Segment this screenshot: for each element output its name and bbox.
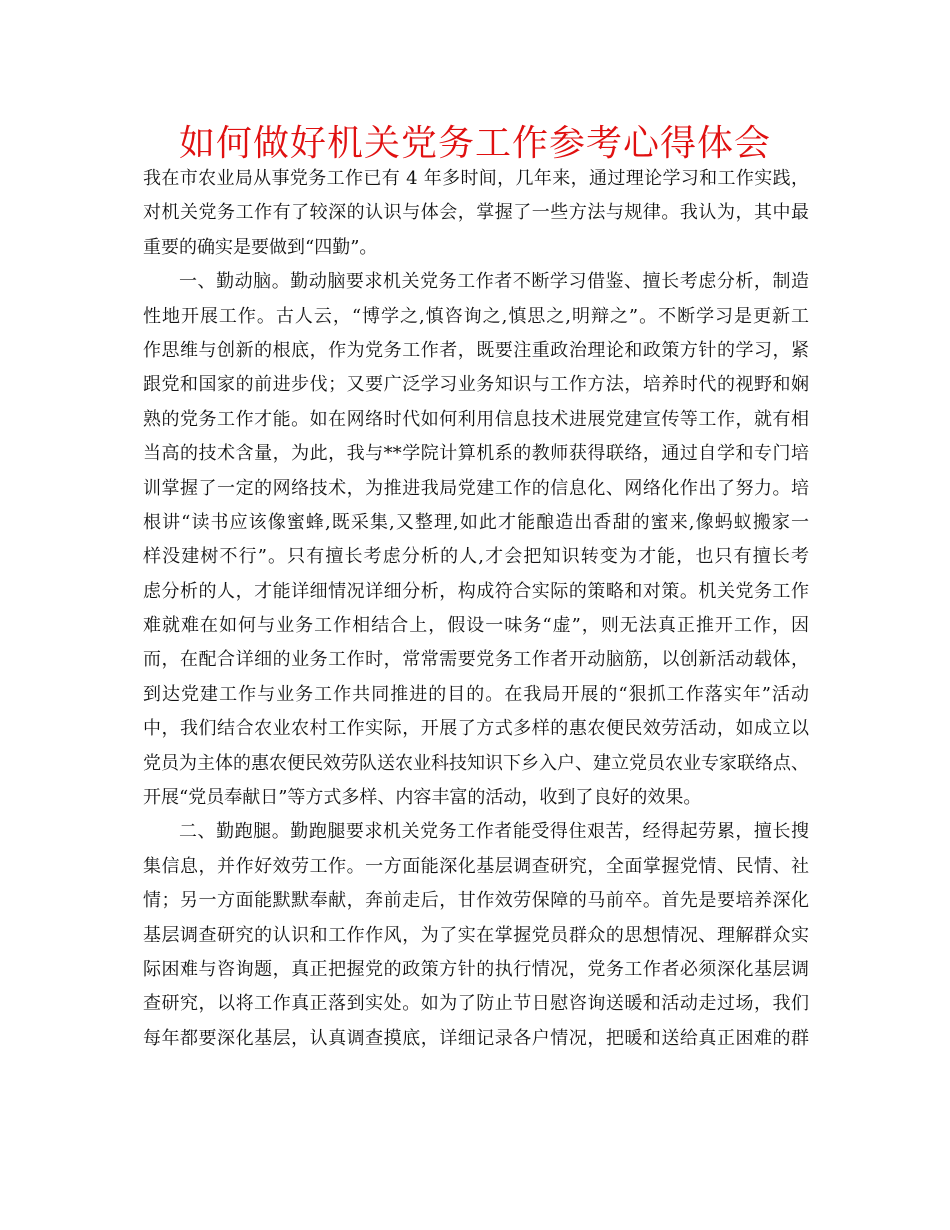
text-line: 虑分析的人，才能详细情况详细分析，构成符合实际的策略和对策。机关党务工作	[143, 580, 809, 602]
text-line: 到达党建工作与业务工作共同推进的目的。在我局开展的“狠抓工作落实年”活动	[143, 683, 809, 705]
text-line: 样没建树不行”。只有擅长考虑分析的人,才会把知识转变为才能，也只有擅长考	[143, 546, 809, 568]
text-line: 性地开展工作。古人云，“博学之,慎咨询之,慎思之,明辩之”。不断学习是更新工	[143, 305, 809, 327]
text-line: 每年都要深化基层，认真调查摸底，详细记录各户情况，把暖和送给真正困难的群	[143, 1027, 809, 1049]
text-line: 集信息，并作好效劳工作。一方面能深化基层调查研究，全面掌握党情、民情、社	[143, 855, 809, 877]
text-line: 训掌握了一定的网络技术，为推进我局党建工作的信息化、网络化作出了努力。培	[143, 477, 809, 499]
text-line: 一、勤动脑。勤动脑要求机关党务工作者不断学习借鉴、擅长考虑分析，制造	[179, 271, 809, 293]
document-title: 如何做好机关党务工作参考心得体会	[178, 123, 771, 164]
text-line: 而，在配合详细的业务工作时，常常需要党务工作者开动脑筋，以创新活动载体，	[143, 649, 809, 671]
text-line: 根讲“读书应该像蜜蜂,既采集,又整理,如此才能酿造出香甜的蜜来,像蚂蚁搬家一	[143, 511, 809, 533]
text-line: 中，我们结合农业农村工作实际，开展了方式多样的惠农便民效劳活动，如成立以	[143, 718, 809, 740]
text-line: 难就难在如何与业务工作相结合上，假设一味务“虚”，则无法真正推开工作，因	[143, 615, 809, 637]
text-line: 查研究，以将工作真正落到实处。如为了防止节日慰咨询送暖和活动走过场，我们	[143, 993, 809, 1015]
text-line: 熟的党务工作才能。如在网络时代如何利用信息技术进展党建宣传等工作，就有相	[143, 408, 809, 430]
text-line: 际困难与咨询题，真正把握党的政策方针的执行情况，党务工作者必须深化基层调	[143, 958, 809, 980]
text-line: 开展“党员奉献日”等方式多样、内容丰富的活动，收到了良好的效果。	[143, 787, 702, 809]
text-line: 重要的确实是要做到“四勤”。	[143, 236, 378, 258]
text-line: 二、勤跑腿。勤跑腿要求机关党务工作者能受得住艰苦，经得起劳累，擅长搜	[179, 821, 809, 843]
document-body	[143, 162, 809, 1056]
text-line: 党员为主体的惠农便民效劳队送农业科技知识下乡入户、建立党员农业专家联络点、	[143, 752, 809, 774]
text-line: 我在市农业局从事党务工作已有 4 年多时间，几年来，通过理论学习和工作实践，	[143, 168, 809, 189]
text-line: 当高的技术含量，为此，我与**学院计算机系的教师获得联络，通过自学和专门培	[143, 443, 809, 465]
text-line: 作思维与创新的根底，作为党务工作者，既要注重政治理论和政策方针的学习，紧	[143, 339, 809, 361]
text-line: 跟党和国家的前进步伐；又要广泛学习业务知识与工作方法，培养时代的视野和娴	[143, 374, 809, 396]
text-line: 基层调查研究的认识和工作作风，为了实在掌握党员群众的思想情况、理解群众实	[143, 924, 809, 946]
text-line: 情；另一方面能默默奉献，奔前走后，甘作效劳保障的马前卒。首先是要培养深化	[143, 890, 809, 912]
text-line: 对机关党务工作有了较深的认识与体会，掌握了一些方法与规律。我认为，其中最	[143, 202, 809, 224]
